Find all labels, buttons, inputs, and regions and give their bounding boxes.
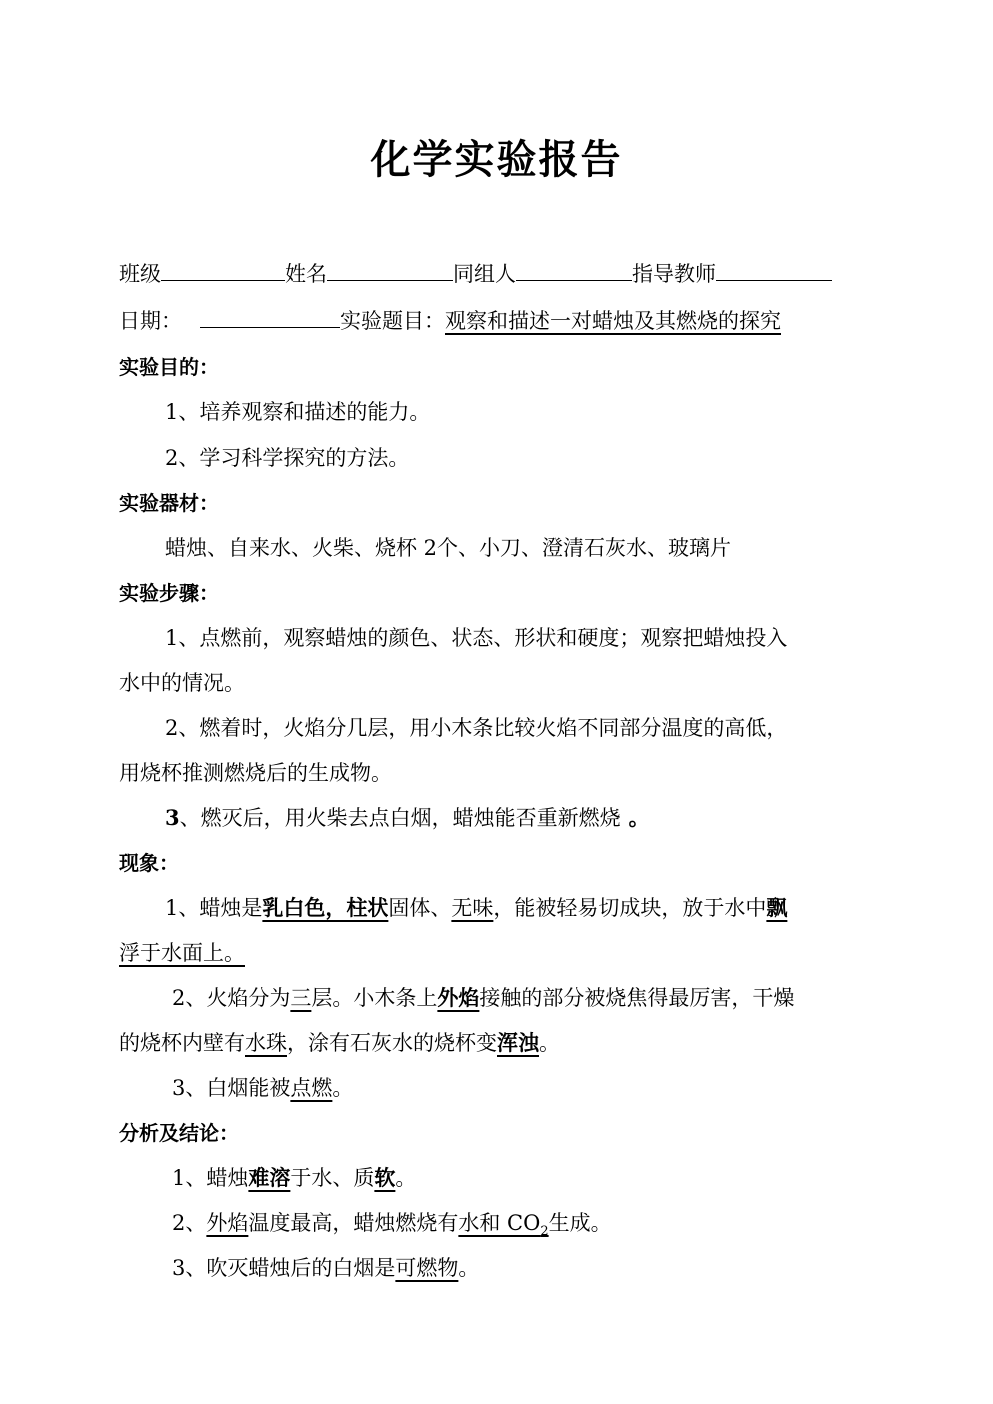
answer-three: 三 [290, 986, 312, 1010]
phenomenon-2-line-1 [172, 983, 794, 1013]
phenomenon-2-line-2 [119, 1028, 560, 1058]
answer-odorless: 无味 [451, 896, 494, 920]
info-row-1 [119, 258, 832, 289]
phenomenon-1-line-1 [165, 893, 787, 923]
topic-label: 实验题目： [340, 309, 445, 333]
class-field[interactable] [161, 258, 285, 281]
report-title: 化学实验报告 [370, 137, 623, 183]
analysis-2-text-f: 生成。 [548, 1211, 612, 1235]
analysis-3-text-c: 。 [458, 1256, 480, 1280]
name-label: 姓名 [285, 262, 327, 286]
teacher-field[interactable] [716, 258, 832, 281]
answer-insoluble: 难溶 [248, 1165, 291, 1190]
analysis-2-text-c: 温度最高，蜡烛燃烧有 [248, 1211, 459, 1235]
phenomenon-3 [172, 1073, 353, 1103]
analysis-item-2 [172, 1208, 612, 1247]
answer-float: 飘 [766, 895, 788, 920]
class-label: 班级 [119, 262, 161, 286]
step-1-line-1: 1、点燃前，观察蜡烛的颜色、状态、形状和硬度；观察把蜡烛投入 [165, 626, 788, 650]
phenomenon-2-text-c: 层。小木条上 [311, 986, 438, 1010]
phenomenon-3-text-a: 3、白烟能被 [172, 1076, 291, 1100]
answer-water-droplets: 水珠 [245, 1031, 287, 1055]
topic-value: 观察和描述一对蜡烛及其燃烧的探究 [445, 309, 781, 333]
answer-milky-white-solid: 乳白色，柱状 [262, 895, 389, 920]
step-2-line-1: 2、燃着时，火焰分几层，用小木条比较火焰不同部分温度的高低， [165, 716, 788, 740]
purpose-heading: 实验目的： [119, 355, 219, 379]
teacher-label: 指导教师 [632, 262, 716, 286]
group-label: 同组人 [453, 262, 516, 286]
step-3-text: 、燃灭后，用火柴去点白烟，蜡烛能否重新燃烧 [179, 806, 621, 830]
phenomenon-2-text-h: ，涂有石灰水的烧杯变 [287, 1031, 497, 1055]
answer-soft: 软 [374, 1165, 396, 1190]
water-and-co-text: 水和 CO [458, 1211, 541, 1235]
step-3-end: 。 [628, 805, 650, 830]
step-1-line-2: 水中的情况。 [119, 671, 245, 695]
phenomenon-2-text-a: 2、火焰分为 [172, 986, 291, 1010]
step-3-number: 3 [165, 805, 180, 830]
materials-text: 蜡烛、自来水、火柴、烧杯 2个、小刀、澄清石灰水、玻璃片 [165, 536, 732, 560]
co2-subscript: 2 [540, 1224, 549, 1240]
steps-heading: 实验步骤： [119, 581, 219, 605]
answer-water-and-co2 [458, 1211, 549, 1240]
materials-heading: 实验器材： [119, 491, 219, 515]
phenomenon-1-text-e: ，能被轻易切成块，放于水中 [493, 896, 767, 920]
analysis-item-1 [172, 1163, 416, 1193]
analysis-heading: 分析及结论： [119, 1121, 239, 1145]
answer-ignited: 点燃 [290, 1076, 333, 1100]
answer-outer-flame: 外焰 [437, 985, 480, 1010]
step-2-line-2: 用烧杯推测燃烧后的生成物。 [119, 761, 392, 785]
phenomenon-1-text-a: 1、蜡烛是 [165, 896, 263, 920]
phenomenon-2-text-e: 接触的部分被烧焦得最厉害，干燥 [479, 986, 795, 1010]
phenomenon-1-line-2 [119, 938, 257, 968]
purpose-item-1: 1、培养观察和描述的能力。 [165, 400, 431, 424]
phenomena-heading: 现象： [119, 851, 179, 875]
date-label: 日期： [119, 309, 182, 333]
analysis-3-text-a: 3、吹灭蜡烛后的白烟是 [172, 1256, 396, 1280]
analysis-1-text-a: 1、蜡烛 [172, 1166, 249, 1190]
step-3 [165, 803, 650, 833]
name-field[interactable] [327, 258, 453, 281]
phenomenon-1-text-c: 固体、 [388, 896, 452, 920]
purpose-item-2: 2、学习科学探究的方法。 [165, 446, 410, 470]
phenomenon-2-text-f: 的烧杯内壁有 [119, 1031, 245, 1055]
group-field[interactable] [516, 258, 632, 281]
answer-float-on-water: 浮于水面上。 [119, 941, 245, 965]
answer-combustible: 可燃物 [395, 1256, 459, 1280]
analysis-1-text-e: 。 [395, 1166, 417, 1190]
phenomenon-3-text-c: 。 [332, 1076, 354, 1100]
analysis-2-text-a: 2、 [172, 1211, 207, 1235]
analysis-item-3 [172, 1253, 479, 1283]
date-field[interactable] [200, 305, 340, 328]
answer-turbid: 浑浊 [497, 1030, 539, 1055]
info-row-2 [119, 305, 843, 336]
analysis-1-text-c: 于水、质 [290, 1166, 375, 1190]
answer-outer-flame-hottest: 外焰 [206, 1211, 249, 1235]
phenomenon-2-text-j: 。 [539, 1031, 560, 1055]
